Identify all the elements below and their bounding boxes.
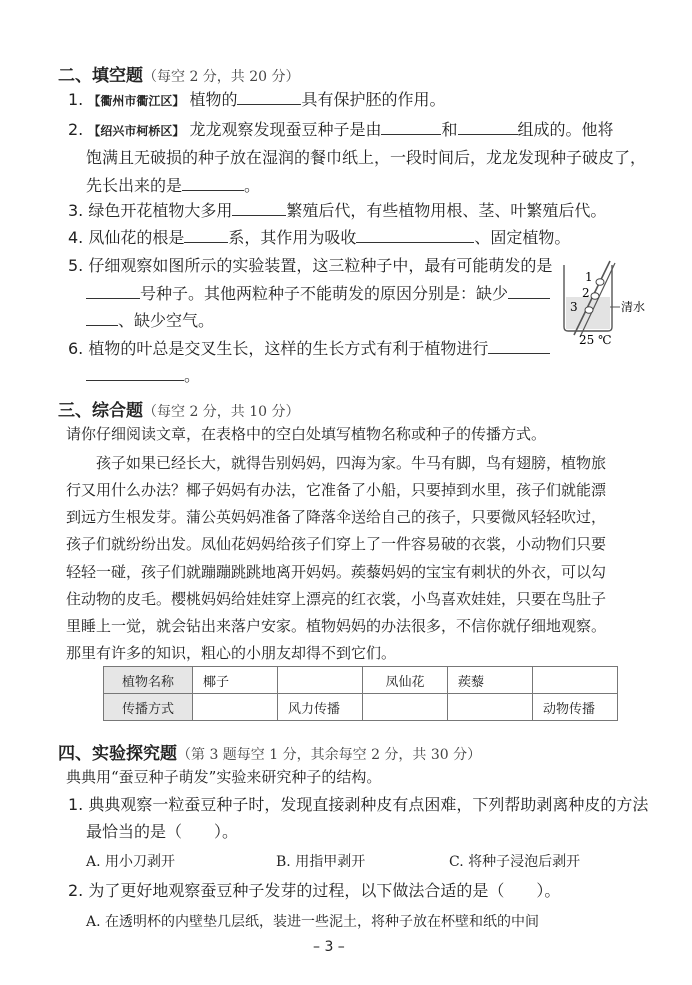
answer-blank[interactable] (184, 228, 228, 243)
question-text: 繁殖后代，有些植物用根、茎、叶繁殖后代。 (286, 201, 607, 220)
seed-label-1: 1 (585, 270, 593, 284)
answer-blank[interactable] (182, 176, 244, 191)
answer-blank[interactable] (86, 311, 118, 326)
beaker-experiment-figure (560, 255, 658, 347)
article-line: 孩子们就纷纷出发。凤仙花妈妈给孩子们穿上了一件容易破的衣裳，小动物们只要 (66, 535, 607, 553)
question-2-line-2: 饱满且无破损的种子放在湿润的餐巾纸上，一段时间后，龙龙发现种子破皮了， (86, 148, 647, 167)
seed-3-icon (585, 307, 593, 314)
question-number: 3. (68, 201, 84, 220)
table-cell-blank[interactable] (533, 667, 618, 694)
question-4-1-line-2: 最恰当的是（ ）。 (86, 822, 239, 841)
table-cell-blank[interactable] (278, 667, 363, 694)
section-title: 三、综合题 (58, 401, 143, 421)
answer-blank[interactable] (381, 120, 441, 135)
answer-blank[interactable] (356, 228, 474, 243)
article-line: 轻轻一碰，孩子们就蹦蹦跳跳地离开妈妈。蒺藜妈妈的宝宝有刺状的外衣，可以勾 (66, 563, 607, 581)
question-1 (68, 90, 446, 111)
section-heading-comprehensive (58, 396, 300, 421)
section-score-note: （每空 2 分，共 10 分） (143, 404, 300, 420)
seed-2-icon (591, 293, 599, 300)
question-text: 。 (184, 366, 201, 385)
question-text: 绿色开花植物大多用 (88, 201, 233, 220)
question-text: 凤仙花的根是 (88, 228, 185, 247)
table-cell: 风力传播 (278, 694, 363, 721)
source-tag: 【衢州市衢江区】 (88, 94, 185, 108)
section-instruction: 请你仔细阅读文章，在表格中的空白处填写植物名称或种子的传播方式。 (66, 425, 547, 443)
question-2-line-3 (86, 176, 260, 196)
question-text: 组成的。他将 (517, 120, 614, 139)
answer-blank[interactable] (86, 284, 140, 299)
seed-1-icon (596, 279, 604, 286)
table-header-cell: 传播方式 (104, 694, 193, 721)
option-c[interactable]: C. 将种子浸泡后剥开 (449, 854, 581, 870)
section-heading-experiment (58, 739, 481, 764)
option-a[interactable]: A. 在透明杯的内壁垫几层纸，装进一些泥土，将种子放在杯壁和纸的中间 (86, 914, 540, 930)
question-number: 6. (68, 339, 84, 358)
water-label: 清水 (621, 300, 646, 314)
question-text: 典典观察一粒蚕豆种子时，发现直接剥种皮有点困难，下列帮助剥离种皮的方法 (88, 795, 649, 814)
question-text: 先长出来的是 (86, 176, 183, 195)
answer-blank[interactable] (488, 339, 550, 354)
question-text: 为了更好地观察蚕豆种子发芽的过程，以下做法合适的是（ ）。 (88, 881, 561, 900)
question-text: 、缺少空气。 (118, 311, 215, 330)
question-4 (68, 228, 570, 248)
table-cell-blank[interactable] (363, 694, 448, 721)
temperature-label: 25 ℃ (579, 333, 612, 347)
seed-label-3: 3 (570, 300, 578, 314)
seed-dispersal-table (103, 666, 618, 721)
section-instruction: 典典用“蚕豆种子萌发”实验来研究种子的结构。 (66, 768, 382, 786)
table-cell: 椰子 (193, 667, 278, 694)
answer-blank[interactable] (458, 120, 518, 135)
option-b[interactable]: B. 用指甲剥开 (276, 854, 366, 870)
question-text: 仔细观察如图所示的实验装置，这三粒种子中，最有可能萌发的是 (88, 256, 553, 275)
table-cell: 凤仙花 (363, 667, 448, 694)
question-4-2 (68, 881, 560, 901)
answer-blank[interactable] (237, 90, 301, 105)
answer-blank[interactable] (86, 366, 184, 381)
question-6-line-2 (86, 366, 200, 386)
question-text: 和 (441, 120, 458, 139)
question-2 (68, 120, 614, 141)
table-cell-blank[interactable] (193, 694, 278, 721)
question-text: 植物的叶总是交叉生长，这样的生长方式有利于植物进行 (88, 339, 489, 358)
question-5 (68, 256, 552, 276)
question-text: 龙龙观察发现蚕豆种子是由 (189, 120, 382, 139)
question-5-line-3 (86, 311, 214, 331)
section-title: 二、填空题 (58, 66, 143, 86)
question-number: 1. (68, 795, 84, 814)
seed-label-2: 2 (582, 286, 590, 300)
table-row (104, 694, 618, 721)
source-tag: 【绍兴市柯桥区】 (88, 124, 185, 138)
article-line: 孩子如果已经长大，就得告别妈妈，四海为家。牛马有脚，鸟有翅膀，植物旅 (96, 454, 607, 472)
question-number: 2. (68, 881, 84, 900)
question-number: 5. (68, 256, 84, 275)
page-number: – 3 – (313, 939, 345, 955)
table-row (104, 667, 618, 694)
answer-blank[interactable] (508, 284, 550, 299)
question-4-1 (68, 795, 648, 815)
question-text: 。 (244, 176, 261, 195)
article-line: 到远方生根发芽。蒲公英妈妈准备了降落伞送给自己的孩子，只要微风轻轻吹过， (66, 508, 607, 526)
question-text: 具有保护胚的作用。 (301, 90, 446, 109)
question-3 (68, 201, 606, 221)
article-line: 那里有许多的知识，粗心的小朋友却得不到它们。 (66, 644, 397, 662)
table-cell-blank[interactable] (448, 694, 533, 721)
article-line: 里睡上一觉，就会钻出来落户安家。植物妈妈的办法很多，不信你就仔细地观察。 (66, 617, 607, 635)
question-6 (68, 339, 550, 359)
section-score-note: （每空 2 分，共 20 分） (143, 69, 300, 85)
question-number: 1. (68, 90, 84, 109)
article-line: 住动物的皮毛。樱桃妈妈给娃娃穿上漂亮的红衣裳，小鸟喜欢娃娃，只要在鸟肚子 (66, 590, 607, 608)
article-line: 行又用什么办法？椰子妈妈有办法，它准备了小船，只要掉到水里，孩子们就能漂 (66, 481, 607, 499)
question-text: 系，其作用为吸收 (228, 228, 357, 247)
question-number: 4. (68, 228, 84, 247)
answer-blank[interactable] (232, 201, 286, 216)
question-text: 号种子。其他两粒种子不能萌发的原因分别是：缺少 (140, 284, 509, 303)
question-number: 2. (68, 120, 84, 139)
table-cell: 动物传播 (533, 694, 618, 721)
question-text: 、固定植物。 (474, 228, 571, 247)
question-text: 植物的 (189, 90, 238, 109)
table-cell: 蒺藜 (448, 667, 533, 694)
section-title: 四、实验探究题 (58, 744, 177, 764)
section-score-note: （第 3 题每空 1 分，其余每空 2 分，共 30 分） (177, 747, 482, 763)
section-heading-fill-blank (58, 61, 300, 86)
option-a[interactable]: A. 用小刀剥开 (86, 854, 176, 870)
table-header-cell: 植物名称 (104, 667, 193, 694)
question-5-line-2 (86, 284, 550, 304)
